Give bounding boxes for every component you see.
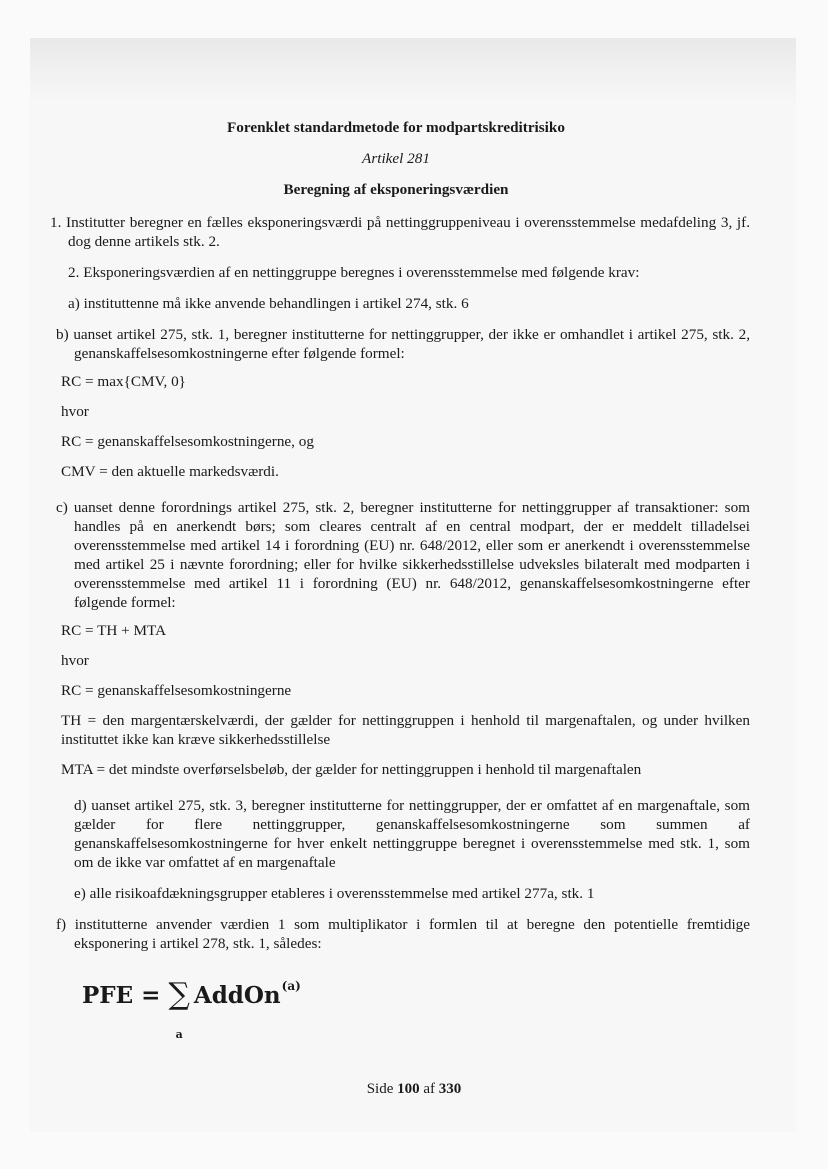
addon-label: AddOn [193,982,281,1009]
total-pages: 330 [438,1081,462,1097]
item-b: b) uanset artikel 275, stk. 1, beregner institutterne for nettinggrupper, der ikke er omhandlet i artikel 275, stk. 2, genanskaffelsesomkostningerne efter følgende formel: [56,326,750,362]
summation [168,977,190,1042]
pfe-formula [82,977,301,1042]
definition-rc: RC = genanskaffelsesomkostningerne, og [61,433,314,450]
definition-rc: RC = genanskaffelsesomkostningerne [61,682,292,699]
item-e: e) alle risikoafdækningsgrupper etableres i overensstemmelse med artikel 277a, stk. 1 [74,885,595,902]
page-footer [0,1081,828,1098]
paragraph-2: 2. Eksponeringsværdien af en nettinggruppe beregnes i overensstemmelse med følgende krav: [68,264,640,281]
scan-shadow-band [30,38,796,100]
addon-superscript: (a) [281,979,301,994]
formula-rc-max: RC = max{CMV, 0} [61,373,186,390]
article-heading: Beregning af eksponeringsværdien [283,181,509,198]
pfe-lhs: PFE = [82,982,161,1009]
item-d: d) uanset artikel 275, stk. 3, beregner institutterne for nettinggrupper, der er omfattet af en margenaftale, som gælder for flere nettinggrupper, genanskaffelsesomkostningerne som summen af genanskaffelsesomkostningerne for hver enkelt nettinggruppe beregnet i overensstemmelse med stk. 1, som om de ikke var omfattet af en margenaftale [74,797,750,871]
item-a: a) instituttenne må ikke anvende behandlingen i artikel 274, stk. 6 [68,295,469,312]
sigma-subscript: a [175,1028,183,1041]
paragraph-1: 1. Institutter beregner en fælles eksponeringsværdi på nettinggruppeniveau i overensstemmelse medafdeling 3, jf. dog denne artikels stk. 2. [50,214,750,250]
where-label: hvor [61,403,89,420]
definition-th: TH = den margentærskelværdi, der gælder for nettinggruppen i henhold til margenaftalen, og under hvilken instituttet ikke kan kræve sikkerhedsstillelse [61,712,750,748]
item-f: f) institutterne anvender værdien 1 som multiplikator i formlen til at beregne den potentielle fremtidige eksponering i artikel 278, stk. 1, således: [56,916,750,952]
article-number: Artikel 281 [362,150,430,167]
footer-prefix: Side [366,1081,394,1097]
item-c: c) uanset denne forordnings artikel 275, stk. 2, beregner institutterne for nettinggrupper af transaktioner: som handles på en anerkendt børs; som cleares centralt af en central modpart, der er meddelt tilladelsei overensstemmelse med artikel 14 i forordning (EU) nr. 648/2012, eller som er anerkendt i overensstemmelse med artikel 25 i nævnte forordning; eller for hvilke sikkerhedsstillelse udveksles bilateralt med modparten i overensstemmelse med artikel 11 i forordning (EU) nr. 648/2012, genanskaffelsesomkostningerne efter følgende formel: [56,499,750,611]
sigma-symbol: ∑ [168,977,190,1012]
current-page-number: 100 [397,1081,420,1097]
where-label: hvor [61,652,89,669]
document-body [42,118,750,953]
footer-middle: af [423,1081,436,1097]
definition-cmv: CMV = den aktuelle markedsværdi. [61,463,279,480]
section-title: Forenklet standardmetode for modpartskreditrisiko [227,119,565,136]
addon-term [193,979,301,1009]
formula-rc-th-mta: RC = TH + MTA [61,622,167,639]
definition-mta: MTA = det mindste overførselsbeløb, der gælder for nettinggruppen i henhold til margenaftalen [61,761,642,778]
